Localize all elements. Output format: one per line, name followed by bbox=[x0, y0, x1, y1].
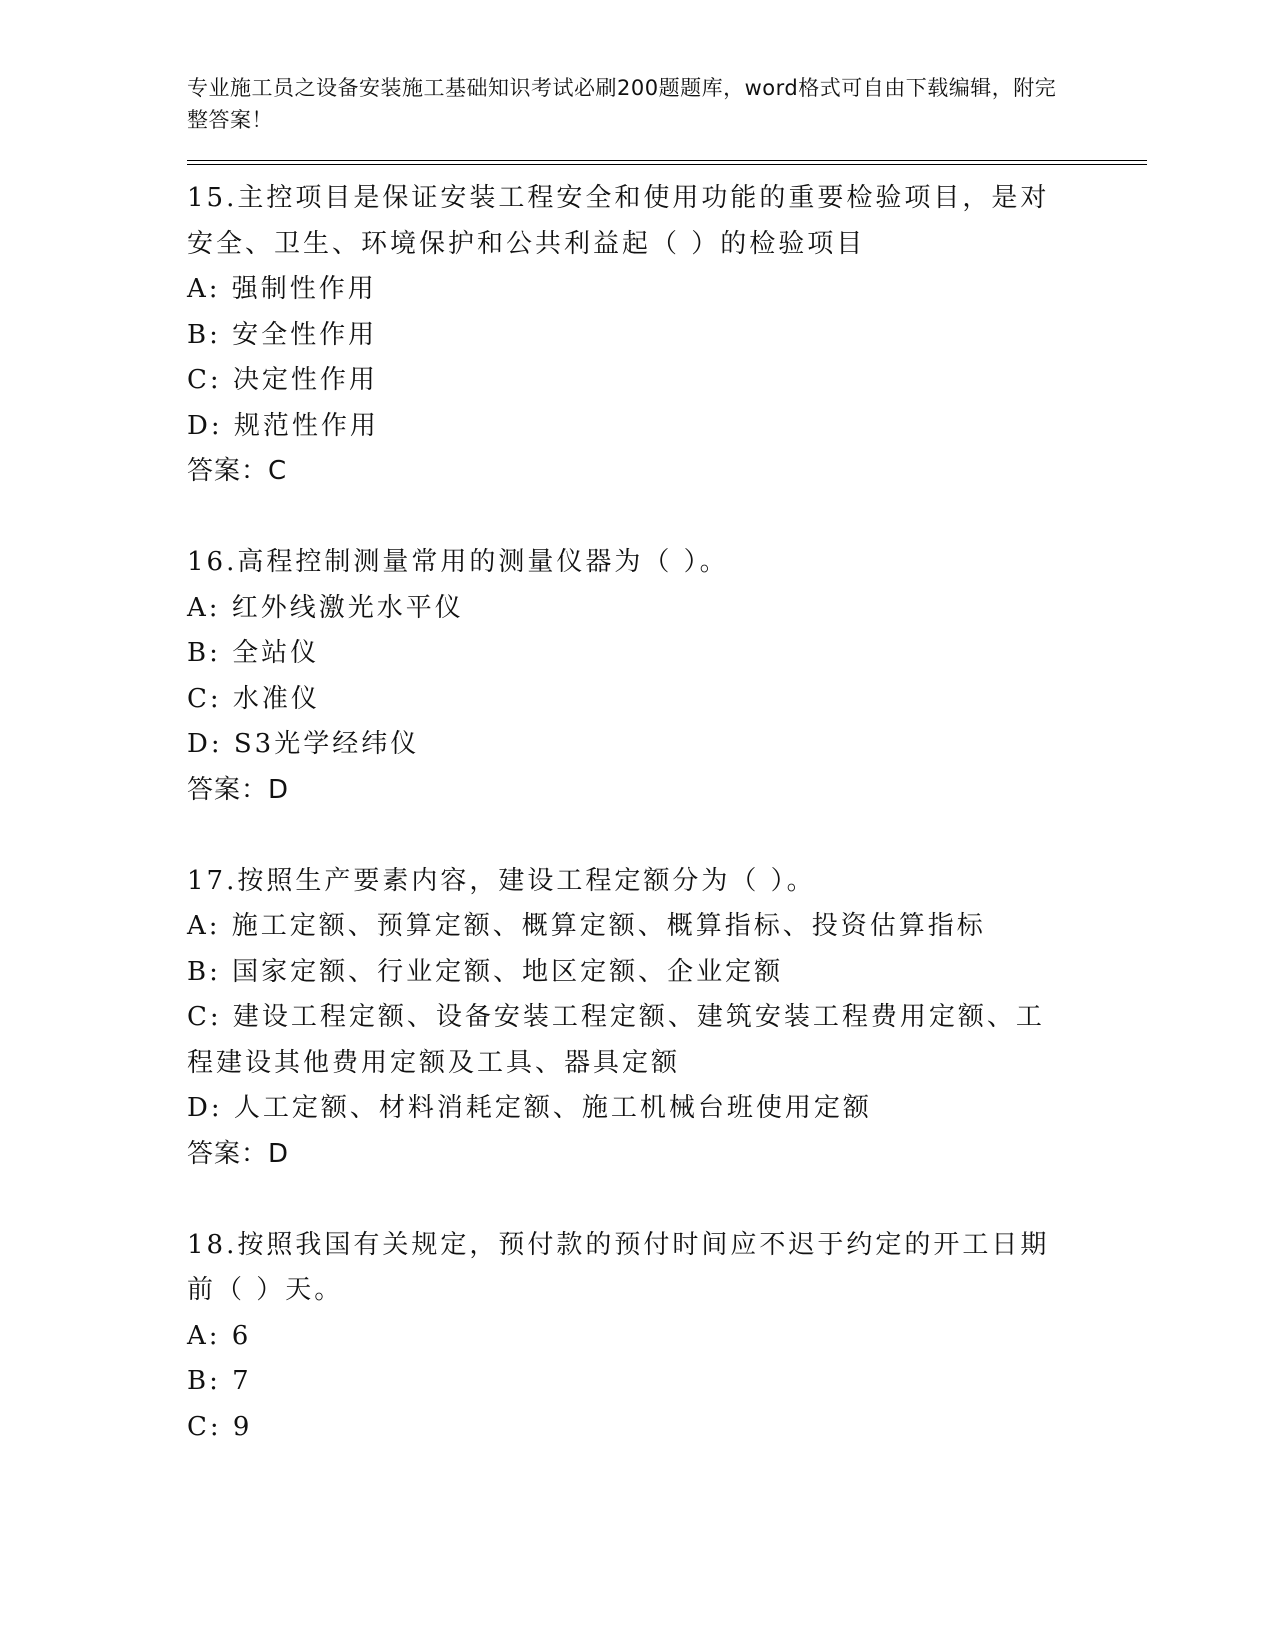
question-stem: 15.主控项目是保证安装工程安全和使用功能的重要检验项目，是对安全、卫生、环境保护和公共利益起（ ）的检验项目 bbox=[187, 183, 1050, 259]
question-17 bbox=[187, 859, 1147, 1223]
header-divider bbox=[187, 160, 1147, 165]
answer-text: 答案：D bbox=[187, 774, 290, 805]
header-title: 专业施工员之设备安装施工基础知识考试必刷200题题库，word格式可自由下载编辑，附完整答案！ bbox=[187, 76, 1057, 132]
option-a: A: 施工定额、预算定额、概算定额、概算指标、投资估算指标 bbox=[187, 911, 986, 941]
option-c: C: 建设工程定额、设备安装工程定额、建筑安装工程费用定额、工程建设其他费用定额及工具、器具定额 bbox=[187, 1002, 1045, 1078]
question-stem: 16.高程控制测量常用的测量仪器为（ ）。 bbox=[187, 547, 729, 577]
question-spacer bbox=[187, 495, 1147, 541]
question-spacer bbox=[187, 813, 1147, 859]
question-list bbox=[187, 176, 1147, 1450]
document-page bbox=[187, 72, 1147, 1450]
document-header bbox=[187, 72, 1067, 136]
option-a: A: 6 bbox=[187, 1320, 252, 1351]
question-spacer bbox=[187, 1177, 1147, 1223]
option-a: A: 红外线激光水平仪 bbox=[187, 592, 464, 623]
question-stem: 17.按照生产要素内容，建设工程定额分为（ ）。 bbox=[187, 865, 816, 896]
option-d: D: 规范性作用 bbox=[187, 410, 379, 441]
option-d: D: 人工定额、材料消耗定额、施工机械台班使用定额 bbox=[187, 1093, 872, 1123]
question-15 bbox=[187, 176, 1147, 540]
option-c: C: 决定性作用 bbox=[187, 365, 378, 395]
option-a: A: 强制性作用 bbox=[187, 274, 377, 304]
question-stem: 18.按照我国有关规定，预付款的预付时间应不迟于约定的开工日期前（ ）天。 bbox=[187, 1229, 1050, 1305]
option-b: B: 安全性作用 bbox=[187, 319, 378, 350]
option-c: C: 9 bbox=[187, 1411, 253, 1442]
question-18 bbox=[187, 1223, 1147, 1451]
option-b: B: 国家定额、行业定额、地区定额、企业定额 bbox=[187, 956, 784, 987]
option-b: B: 7 bbox=[187, 1366, 252, 1396]
option-d: D: S3光学经纬仪 bbox=[187, 729, 420, 759]
option-b: B: 全站仪 bbox=[187, 638, 320, 668]
question-16 bbox=[187, 540, 1147, 859]
answer-text: 答案：C bbox=[187, 456, 288, 486]
answer-text: 答案：D bbox=[187, 1138, 290, 1169]
option-c: C: 水准仪 bbox=[187, 683, 320, 714]
